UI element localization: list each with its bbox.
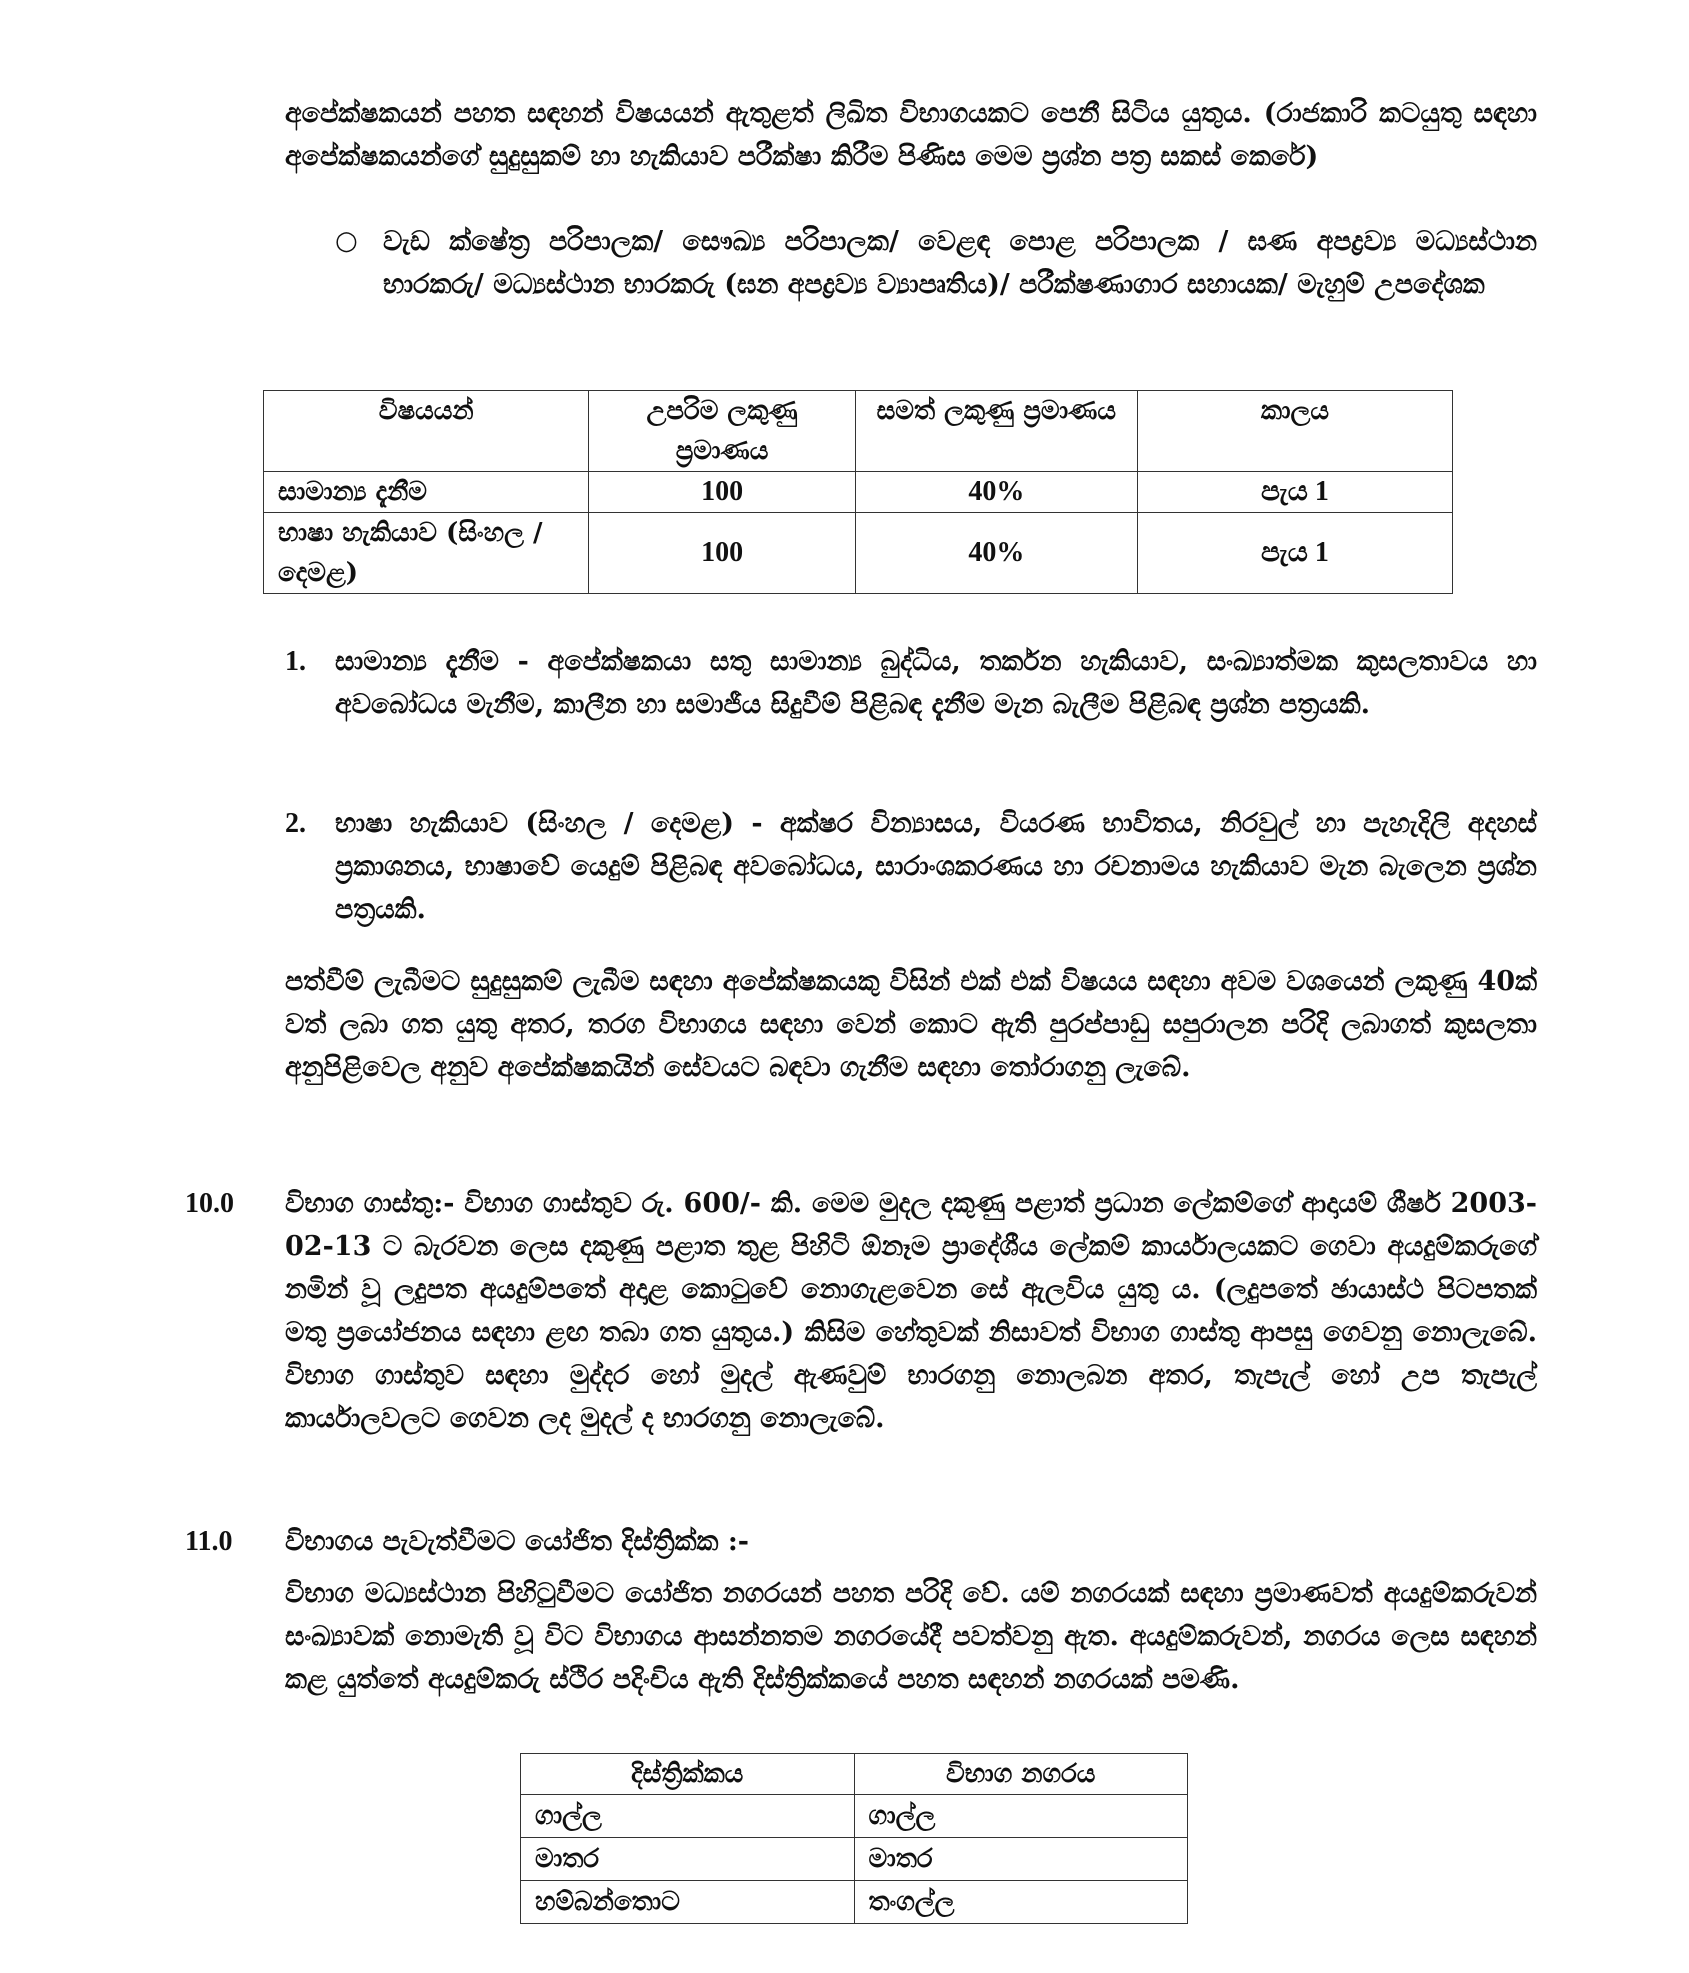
- max-cell: 100: [589, 472, 855, 513]
- district-cell: ගාල්ල: [521, 1795, 855, 1838]
- section-11-title: විභාගය පැවැත්වීමට යෝජිත දිස්ත්‍රික්ක :-: [285, 1526, 750, 1557]
- subject-cell: භාෂා හැකියාව (සිංහල / දෙමළ): [264, 513, 589, 594]
- max-cell: 100: [589, 513, 855, 594]
- district-cell: හම්බන්තොට: [521, 1881, 855, 1924]
- section-number: 10.0: [185, 1188, 234, 1219]
- subjects-table: [263, 390, 1453, 594]
- bullet-text: වැඩ ක්ෂේත්‍ර පරිපාලක/ සෞඛ්‍ය පරිපාලක/ වෙළඳ පොළ පරිපාලක / ඝණ අපද්‍රව්‍ය මධ්‍යස්ථාන භාරකරු/ මධ්‍යස්ථාන භාරකරු (ඝන අපද්‍රව්‍ය ව්‍යාපෘතිය)/ පරීක්ෂණාගාර සහායක/ මැහුම් උපදේශක: [383, 226, 1537, 300]
- time-cell: පැය 1: [1137, 472, 1452, 513]
- city-cell: ගාල්ල: [854, 1795, 1188, 1838]
- subject-cell: සාමාන්‍ය දැනීම: [264, 472, 589, 513]
- header-exam-city: විභාග නගරය: [854, 1754, 1188, 1795]
- table-header-row: [264, 391, 1453, 472]
- table-row: [521, 1795, 1188, 1838]
- bullet-circle-icon: ○: [335, 226, 358, 256]
- header-subject: විෂයයන්: [264, 391, 589, 472]
- header-pass-marks: සමත් ලකුණු ප්‍රමාණය: [855, 391, 1137, 472]
- quota-paragraph: පත්වීම් ලැබීමට සුදුසුකම් ලැබීම සඳහා අපේක්ෂකයකු විසින් එක් එක් විෂයය සඳහා අවම වශයෙන් ලකුණු 40ක් වත් ලබා ගත යුතු අතර, තරග විභාගය සඳහා වෙන් කොට ඇති පුරප්පාඩු සපුරාලන පරිදි ලබාගත් කුසලතා අනුපිළිවෙල අනුව අපේක්ෂකයින් සේවයට බඳවා ගැනීම සඳහා තෝරාගනු ලැබේ.: [285, 966, 1537, 1083]
- table-row: [264, 513, 1453, 594]
- cities-table: [520, 1753, 1188, 1924]
- table-row: [264, 472, 1453, 513]
- item-number: 1.: [285, 646, 306, 677]
- section-11-text: විභාග මධ්‍යස්ථාන පිහිටුවීමට යෝජිත නගරයන් පහත පරිදි වේ. යම් නගරයක් සඳහා ප්‍රමාණවත් අයදුම්කරුවන් සංඛ්‍යාවක් නොමැති වූ විට විභාගය ආසන්නතම නගරයේදී පවත්වනු ඇත. අයදුම්කරුවන්, නගරය ලෙස සඳහන් කළ යුත්තේ අයදුම්කරු ස්ථිර පදිංචිය ඇති දිස්ත්‍රික්කයේ පහත සඳහන් නගරයක් පමණි.: [285, 1578, 1537, 1695]
- item-text: භාෂා හැකියාව (සිංහල / දෙමළ) - අක්ෂර වින්‍යාසය, වියරණ භාවිතය, නිරවුල් හා පැහැදිලි අදහස් ප්‍රකාශනය, භාෂාවේ යෙදුම් පිළිබඳ අවබෝධය, සාරාංශකරණය හා රචනාමය හැකියාව මැන බැලෙන ප්‍රශ්න පත්‍රයකි.: [335, 808, 1537, 925]
- table-row: [521, 1881, 1188, 1924]
- table-row: [521, 1838, 1188, 1881]
- table-header-row: [521, 1754, 1188, 1795]
- district-cell: මාතර: [521, 1838, 855, 1881]
- header-district: දිස්ත්‍රික්කය: [521, 1754, 855, 1795]
- city-cell: තංගල්ල: [854, 1881, 1188, 1924]
- intro-paragraph: අපේක්ෂකයන් පහත සඳහන් විෂයයන් ඇතුළත් ලිඛිත විභාගයකට පෙනී සිටිය යුතුය. (රාජකාරි කටයුතු සඳහා අපේක්ෂකයන්ගේ සුදුසුකම් හා හැකියාව පරීක්ෂා කිරීම පිණිස මෙම ප්‍රශ්න පත්‍ර සකස් කෙරේ): [285, 98, 1537, 172]
- header-max-marks: උපරිම ලකුණු ප්‍රමාණය: [589, 391, 855, 472]
- section-number: 11.0: [185, 1526, 233, 1557]
- header-time: කාලය: [1137, 391, 1452, 472]
- item-number: 2.: [285, 808, 306, 839]
- section-10-text: විභාග ගාස්තු:- විභාග ගාස්තුව රු. 600/- කි. මෙම මුදල දකුණු පළාත් ප්‍රධාන ලේකම්ගේ ආදායම් ශීර්ෂ 2003-02-13 ට බැරවන ලෙස දකුණු පළාත තුළ පිහිටි ඕනෑම ප්‍රාදේශීය ලේකම් කාර්යාලයකට ගෙවා අයදුම්කරුගේ නමින් වූ ලදුපත අයදුම්පතේ අදාළ කොටුවේ නොගැළවෙන සේ ඇලවිය යුතු ය. (ලදුපතේ ඡායාස්ථ පිටපතක් මතු ප්‍රයෝජනය සඳහා ළඟ තබා ගත යුතුය.) කිසිම හේතුවක් නිසාවත් විභාග ගාස්තු ආපසු ගෙවනු නොලැබේ. විභාග ගාස්තුව සඳහා මුද්දර හෝ මුදල් ඇණවුම් භාරගනු නොලබන අතර, තැපැල් හෝ උප තැපැල් කාර්යාලවලට ගෙවන ලද මුදල් ද භාරගනු නොලැබේ.: [285, 1188, 1537, 1434]
- city-cell: මාතර: [854, 1838, 1188, 1881]
- pass-cell: 40%: [855, 472, 1137, 513]
- pass-cell: 40%: [855, 513, 1137, 594]
- item-text: සාමාන්‍ය දැනීම - අපේක්ෂකයා සතු සාමාන්‍ය බුද්ධිය, තර්කන හැකියාව, සංඛ්‍යාත්මක කුසලතාවය හා අවබෝධය මැනීම, කාලීන හා සමාජීය සිදුවීම් පිළිබඳ දැනීම මැන බැලීම පිළිබඳ ප්‍රශ්න පත්‍රයකි.: [335, 646, 1537, 720]
- time-cell: පැය 1: [1137, 513, 1452, 594]
